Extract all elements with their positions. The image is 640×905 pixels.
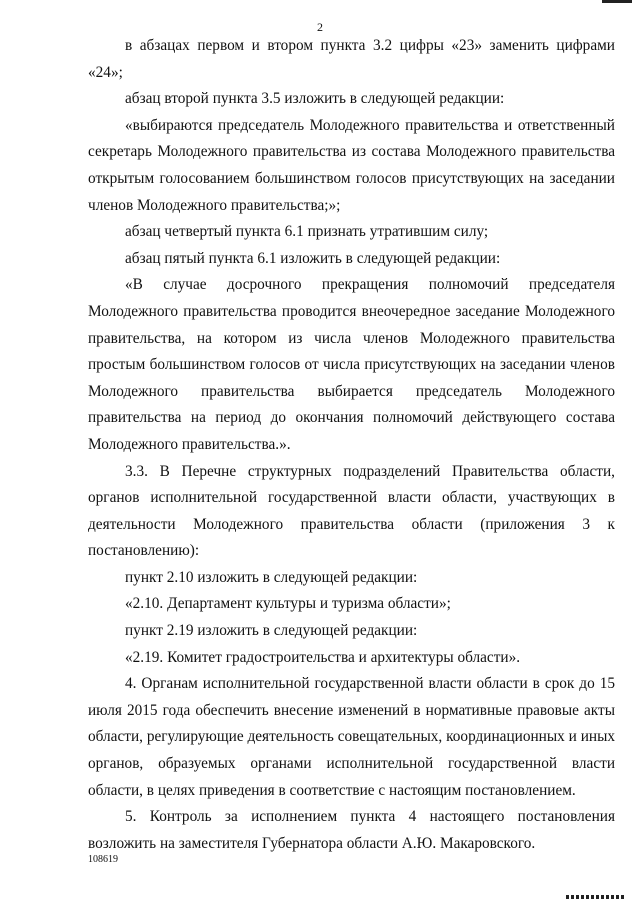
paragraph-point-4: 4. Органам исполнительной государственной власти области в срок до 15 июля 2015 года обеспечить внесение изменений в нормативные правовые акты области, регулирующие деятельность совещательных, координационных и иных органов, образуемых органами исполнительной государственной власти области, в целях приведения в соответствие с настоящим постановлением. xyxy=(88,675,615,799)
paragraph-item-2-10: пункт 2.10 изложить в следующей редакции: xyxy=(125,568,418,586)
paragraph-point-5: 5. Контроль за исполнением пункта 4 настоящего постановления возложить на заместителя Губернатора области А.Ю. Макаровского. xyxy=(88,808,615,852)
paragraph-quote-2-10: «2.10. Департамент культуры и туризма области»; xyxy=(125,595,451,613)
paragraph-digits-replacement: в абзацах первом и втором пункта 3.2 цифры «23» заменить цифрами «24»; xyxy=(88,37,615,81)
paragraph-quote-election: «выбираются председатель Молодежного правительства и ответственный секретарь Молодежного правительства из состава Молодежного правительства открытым голосованием большинством голосов присутствующих на заседании членов Молодежного правительства;»; xyxy=(88,116,615,214)
paragraph-quote-2-19: «2.19. Комитет градостроительства и архитектуры области». xyxy=(125,648,521,666)
paragraph-quote-early-termination: «В случае досрочного прекращения полномочий председателя Молодежного правительства проводится внеочередное заседание Молодежного правительства, на котором из числа членов Молодежного правительства простым большинством голосов от числа присутствующих на заседании членов Молодежного правительства выбирается председатель Молодежного правительства на период до окончания полномочий действующего состава Молодежного правительства.». xyxy=(88,276,615,453)
document-code: 108619 xyxy=(88,854,118,865)
scan-mark-top xyxy=(602,0,632,3)
paragraph-item-3-5: абзац второй пункта 3.5 изложить в следующей редакции: xyxy=(125,90,505,108)
paragraph-item-6-1-fourth: абзац четвертый пункта 6.1 признать утратившим силу; xyxy=(125,223,489,241)
scan-mark-bottom xyxy=(566,895,626,899)
paragraph-item-2-19: пункт 2.19 изложить в следующей редакции: xyxy=(125,622,418,640)
page-number: 2 xyxy=(317,20,323,34)
document-body xyxy=(88,33,615,857)
paragraph-item-6-1-fifth: абзац пятый пункта 6.1 изложить в следующей редакции: xyxy=(125,249,501,267)
paragraph-3-3-list: 3.3. В Перечне структурных подразделений Правительства области, органов исполнительной государственной власти области, участвующих в деятельности Молодежного правительства области (приложения 3 к постановлению): xyxy=(88,462,615,560)
